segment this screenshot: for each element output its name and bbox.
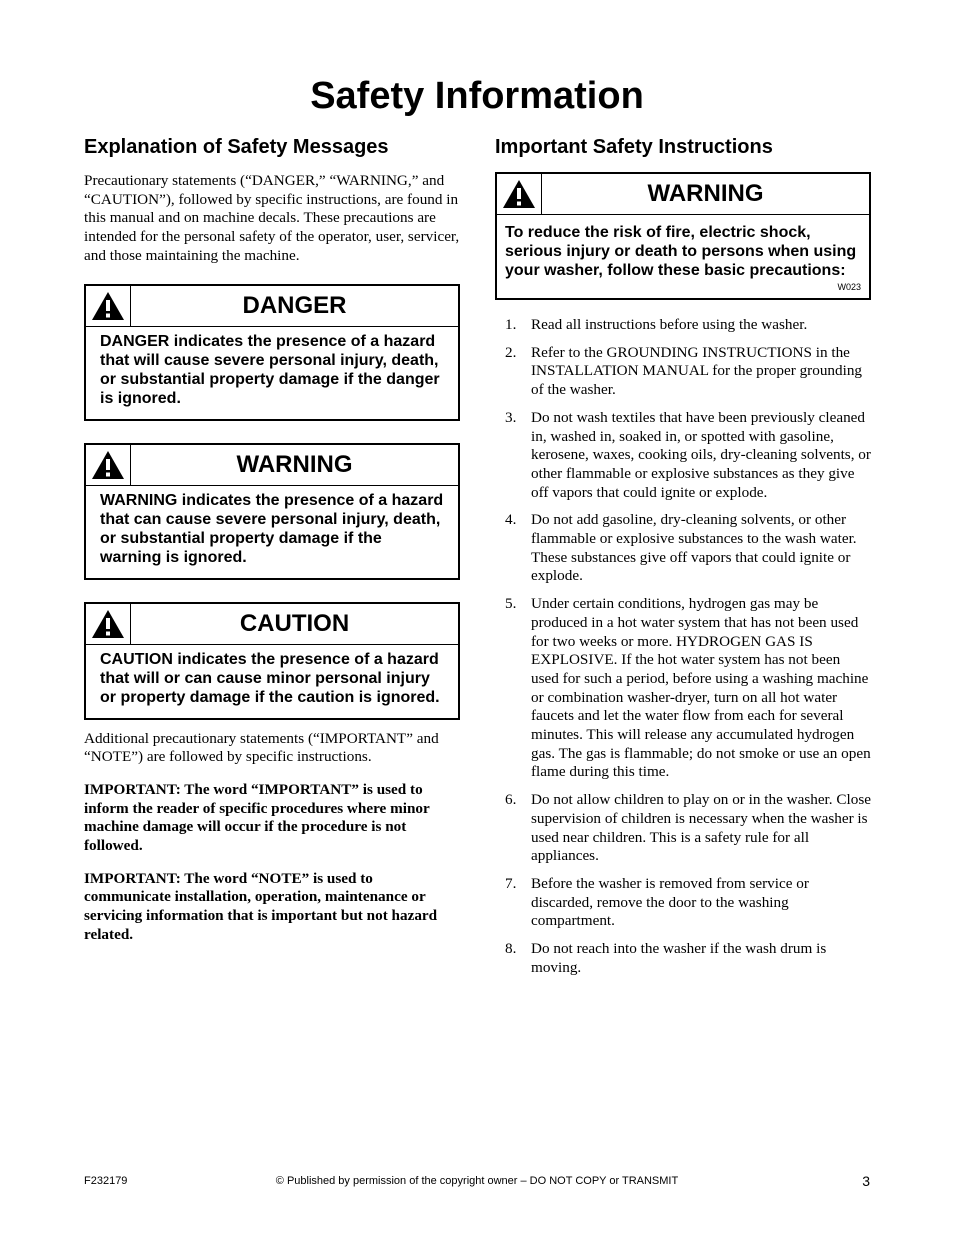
caution-label: CAUTION [239,609,350,637]
page-number: 3 [862,1173,870,1189]
instructions-warning-label: WARNING [647,180,764,207]
instructions-warning-box [495,172,871,300]
additional-paragraph: Additional precautionary statements (“IMPORTANT” and “NOTE”) are followed by specific instructions. [84,729,439,766]
section-heading-explanation: Explanation of Safety Messages [84,136,389,158]
warning-code: W023 [837,282,861,292]
instructions-warning-text: To reduce the risk of fire, electric shock, serious injury or death to persons when using your washer, follow these basic precautions: [505,224,857,279]
list-item: 1. Read all instructions before using the washer. [505,316,808,333]
warning-triangle-icon [86,604,131,644]
right-column [495,134,871,987]
important-paragraph: IMPORTANT: The word “IMPORTANT” is used to inform the reader of specific procedures where minor machine damage will occur if the procedure is not followed. [84,780,430,855]
list-item: 8. Do not reach into the washer if the wash drum is moving. [505,940,827,976]
page-title: Safety Information [310,75,644,117]
warning-text: WARNING indicates the presence of a hazard that can cause severe personal injury, death, or substantial property damage if the warning is ignored. [100,491,444,566]
danger-box [84,284,460,421]
warning-label: WARNING [236,450,353,478]
section-heading-instructions: Important Safety Instructions [495,136,773,158]
caution-text: CAUTION indicates the presence of a hazard that will or can cause minor personal injury or property damage if the caution is ignored. [100,650,440,706]
intro-paragraph: Precautionary statements (“DANGER,” “WARNING,” and “CAUTION”), followed by specific instructions, are found in this manual and on machine decals. These precautions are intended for the personal safety of the operator, user, servicer, and those maintaining the machine. [84,172,460,264]
list-item: 5. Under certain conditions, hydrogen gas may be produced in a hot water system that has not been used for two weeks or more. HYDROGEN GAS IS EXPLOSIVE. If the hot water system has not been used for such a period, before using a washing machine or combination washer-dryer, turn on all hot water faucets and let the water flow from each for several minutes. This will release any accumulated hydrogen gas. The gas is flammable; do not smoke or use an open flame during this time. [505,595,871,781]
list-item: 7. Before the washer is removed from service or discarded, remove the door to the washing compartment. [505,874,809,930]
list-item: 3. Do not wash textiles that have been previously cleaned in, washed in, soaked in, or spotted with gasoline, kerosene, waxes, cooking oils, dry-cleaning solvents, or other flammable or explosive substances as they give off vapors that could ignite or explode. [505,408,871,501]
list-item: 4. Do not add gasoline, dry-cleaning solvents, or other flammable or explosive substances to the wash water. These substances give off vapors that could ignite or explode. [505,511,857,585]
caution-box [84,602,460,720]
list-item: 6. Do not allow children to play on or in the washer. Close supervision of children is necessary when the washer is used near children. This is a safety rule for all appliances. [505,791,871,865]
danger-text: DANGER indicates the presence of a hazard that will cause severe personal injury, death, or substantial property damage if the danger is ignored. [100,332,440,407]
instructions-list [495,316,871,978]
footer-code: F232179 [84,1175,128,1187]
warning-box [84,443,460,580]
note-paragraph: IMPORTANT: The word “NOTE” is used to communicate installation, operation, maintenance or servicing information that is important but not hazard related. [84,869,438,943]
danger-label: DANGER [242,291,347,319]
footer-copyright: © Published by permission of the copyright owner – DO NOT COPY or TRANSMIT [275,1175,679,1187]
warning-triangle-icon [86,445,131,485]
warning-triangle-icon [497,174,542,214]
list-item: 2. Refer to the GROUNDING INSTRUCTIONS in the INSTALLATION MANUAL for the proper grounding of the washer. [505,343,863,399]
left-column [84,134,460,959]
warning-triangle-icon [86,286,131,326]
